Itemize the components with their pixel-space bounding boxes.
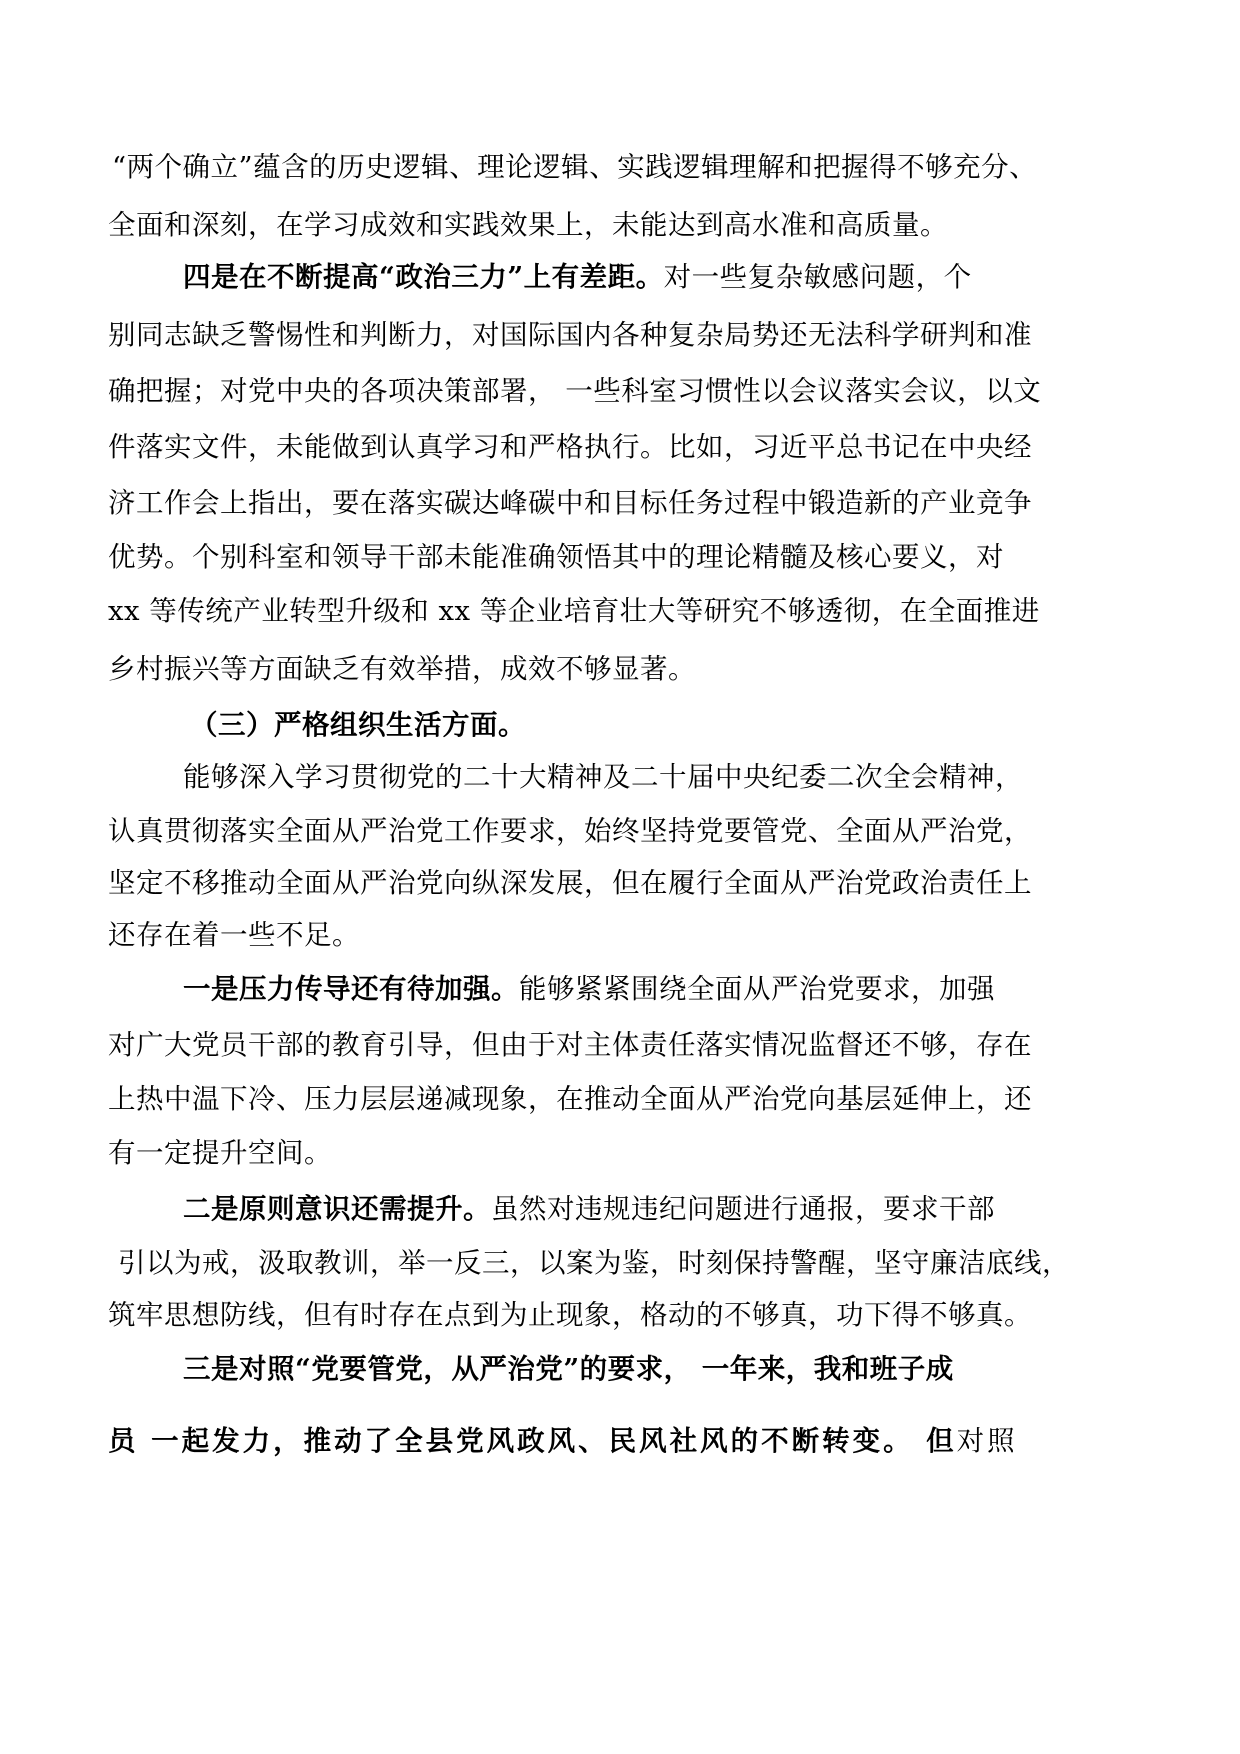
text-line: 对广大党员干部的教育引导，但由于对主体责任落实情况监督还不够，存在: [108, 1029, 1032, 1061]
section-heading: （三）严格组织生活方面。: [190, 709, 526, 741]
paragraph-text: 虽然对违规违纪问题进行通报，要求干部: [491, 1193, 995, 1225]
paragraph-text: 对一些复杂敏感问题，个: [663, 261, 972, 293]
text-line: 别同志缺乏警惕性和判断力，对国际国内各种复杂局势还无法科学研判和准: [108, 319, 1032, 351]
text-line: 上热中温下冷、压力层层递减现象，在推动全面从严治党向基层延伸上，还: [108, 1083, 1032, 1115]
paragraph-line: [183, 1192, 995, 1226]
paragraph-heading: 二是原则意识还需提升。: [183, 1193, 491, 1225]
text-line: 件落实文件，未能做到认真学习和严格执行。比如，习近平总书记在中央经: [108, 431, 1032, 463]
paragraph-text: 能够紧紧围绕全面从严治党要求，加强: [519, 973, 995, 1005]
paragraph-heading: 四是在不断提高“政治三力”上有差距。: [183, 261, 664, 293]
text-line: 筑牢思想防线，但有时存在点到为止现象，格动的不够真，功下得不够真。: [108, 1299, 1032, 1331]
paragraph-line: [108, 1424, 1018, 1458]
text-line: 确把握；对党中央的各项决策部署， 一些科室习惯性以会议落实会议，以文: [108, 375, 1042, 407]
text-line: 三是对照“党要管党，从严治党”的要求， 一年来，我和班子成: [183, 1353, 954, 1385]
paragraph-heading: 一是压力传导还有待加强。: [183, 973, 519, 1005]
text-line: 认真贯彻落实全面从严治党工作要求，始终坚持党要管党、全面从严治党，: [108, 815, 1032, 847]
text-line: 引以为戒，汲取教训，举一反三，以案为鉴，时刻保持警醒，坚守廉洁底线，: [118, 1247, 1070, 1279]
text-line: xx 等传统产业转型升级和 xx 等企业培育壮大等研究不够透彻，在全面推进: [108, 595, 1040, 627]
paragraph-line: [183, 972, 995, 1006]
text-line: 能够深入学习贯彻党的二十大精神及二十届中央纪委二次全会精神，: [183, 761, 1023, 793]
text-line: “两个确立”蕴含的历史逻辑、理论逻辑、实践逻辑理解和把握得不够充分、: [112, 151, 1038, 183]
paragraph-text: 对照: [956, 1425, 1018, 1457]
text-line: 还存在着一些不足。: [108, 919, 360, 951]
paragraph-line: [183, 260, 972, 294]
text-line: 济工作会上指出，要在落实碳达峰碳中和目标任务过程中锻造新的产业竞争: [108, 487, 1032, 519]
paragraph-text-bold: 员 一起发力，推动了全县党风政风、民风社风的不断转变。 但: [108, 1425, 957, 1457]
text-line: 优势。个别科室和领导干部未能准确领悟其中的理论精髓及核心要义，对: [108, 541, 1004, 573]
text-line: 有一定提升空间。: [108, 1137, 332, 1169]
text-line: 全面和深刻，在学习成效和实践效果上，未能达到高水准和高质量。: [108, 209, 948, 241]
text-line: 坚定不移推动全面从严治党向纵深发展，但在履行全面从严治党政治责任上: [108, 867, 1032, 899]
text-line: 乡村振兴等方面缺乏有效举措，成效不够显著。: [108, 653, 696, 685]
